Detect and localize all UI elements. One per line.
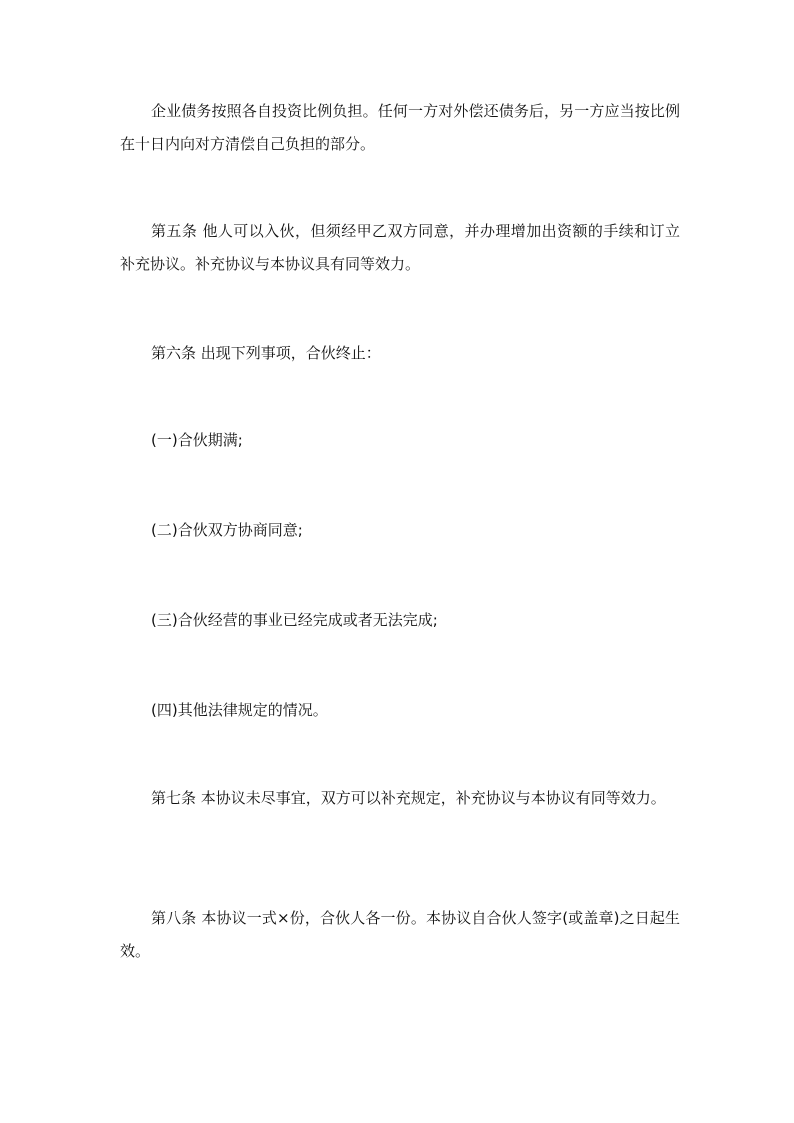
paragraph-item-2: (二)合伙双方协商同意;: [151, 521, 303, 539]
paragraph-article-6: 第六条 出现下列事项，合伙终止：: [151, 344, 381, 362]
paragraph-article-7: 第七条 本协议未尽事宜，双方可以补充规定，补充协议与本协议有同等效力。: [151, 789, 666, 807]
paragraph-debt-sharing: 企业债务按照各自投资比例负担。任何一方对外偿还债务后，另一方应当按比例在十日内向对方清偿自己负担的部分。: [120, 102, 680, 153]
paragraph-article-5: 第五条 他人可以入伙，但须经甲乙双方同意，并办理增加出资额的手续和订立补充协议。补充协议与本协议具有同等效力。: [120, 222, 680, 273]
paragraph-item-4: (四)其他法律规定的情况。: [151, 701, 328, 719]
paragraph-item-3: (三)合伙经营的事业已经完成或者无法完成;: [151, 611, 438, 629]
paragraph-article-8: 第八条 本协议一式×份，合伙人各一份。本协议自合伙人签字(或盖章)之日起生效。: [120, 909, 680, 960]
paragraph-item-1: (一)合伙期满;: [151, 431, 243, 449]
